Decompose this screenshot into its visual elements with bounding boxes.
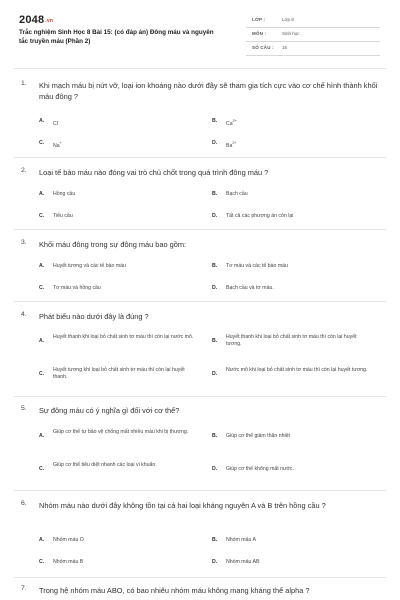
question-text: Loại tế bào máu nào đóng vai trò chủ chốt trong quá trình đông máu ? [39,168,269,177]
meta-value: 16 [282,45,288,50]
site-logo[interactable] [19,14,53,26]
question-number: 4. [21,311,27,318]
option-text: Nhóm máu O [53,537,84,543]
option-letter: A. [39,191,45,197]
option-letter: D. [212,285,218,291]
option-letter: C. [39,285,45,291]
option-text: Tơ máu và hồng cầu [53,285,101,291]
option-letter: B. [212,433,218,439]
option-sup: 2+ [232,141,237,145]
question-number: 7. [21,585,27,592]
option-letter: D. [212,466,218,472]
option-letter: B. [212,191,218,197]
option-letter: D. [212,559,218,565]
option-text: Nhóm máu A [226,537,256,543]
question-text: Khối máu đông trong sự đông máu bao gồm: [39,240,187,249]
option-text: Giúp cơ thể tiêu diệt nhanh các loại vi khuẩn. [53,462,157,468]
question-divider [14,490,386,491]
option-text: Huyết thanh khi loại bỏ chất sinh tơ máu thì còn lại huyết tương. [226,334,357,347]
meta-row-class [246,14,380,28]
option-letter: D. [212,140,218,146]
option-text [53,140,199,150]
meta-value: Lớp 8 [282,17,294,22]
question-text: Trong hệ nhóm máu ABO, có bao nhiêu nhóm máu không mang kháng thể alpha ? [39,586,310,595]
question-divider [14,157,386,158]
question-number: 1. [21,80,27,87]
header-divider [14,68,386,69]
option-letter: A. [39,263,45,269]
option-text: Giúp cơ thể không mất nước. [226,466,294,472]
option-sup: + [59,141,62,145]
question-text: Sự đông máu có ý nghĩa gì đối với cơ thể? [39,406,180,415]
option-letter: A. [39,433,45,439]
option-sup: 2+ [232,119,237,123]
option-text [53,118,199,128]
meta-label: SỐ CÂU : [252,45,274,50]
option-letter: A. [39,118,45,124]
option-sup: - [57,119,60,123]
question-divider [14,301,386,302]
option-text: Giúp cơ thể tự bảo vệ chống mất nhiều máu khi bị thương. [53,429,189,435]
question-number: 6. [21,500,27,507]
option-text [226,140,372,150]
meta-table [246,14,380,56]
meta-row-count [246,42,380,56]
option-text: Nhóm máu AB [226,559,260,565]
document-title: Trắc nghiệm Sinh Học 8 Bài 15: (có đáp án) Đông máu và nguyên tắc truyền máu (Phần 2) [19,29,214,45]
question-text: Nhóm máu nào dưới đây không tồn tại cả hai loại kháng nguyên A và B trên hồng cầu ? [39,501,326,510]
option-text: Hồng cầu [53,191,76,197]
question-number: 3. [21,239,27,246]
option-letter: C. [39,140,45,146]
meta-value: Sinh học [282,31,300,36]
option-letter: B. [212,537,218,543]
page-header [0,0,400,68]
option-letter: B. [212,338,218,344]
option-letter: C. [39,213,45,219]
option-text: Huyết tương và các tế bào máu [53,263,126,269]
meta-label: LỚP : [252,17,266,22]
option-text: Huyết tương khi loại bỏ chất sinh tơ máu thì còn lại huyết thanh. [53,367,185,380]
option-letter: C. [39,371,45,377]
option-base: Ba [226,143,233,149]
option-base: Ca [226,121,233,127]
option-base: Na [53,143,60,149]
option-text: Nhóm máu B [53,559,84,565]
option-text: Nước mô khi loại bỏ chất sinh tơ máu thì còn lại huyết tương. [226,367,368,373]
logo-suffix: .vn [45,18,54,24]
option-text: Tơ máu và các tế bào máu [226,263,288,269]
option-letter: A. [39,537,45,543]
option-text [226,118,372,128]
meta-row-subject [246,28,380,42]
meta-label: MÔN : [252,31,267,36]
option-letter: C. [39,559,45,565]
option-base: Cl [53,121,58,127]
question-number: 2. [21,167,27,174]
question-divider [14,396,386,397]
option-letter: B. [212,263,218,269]
option-letter: B. [212,118,218,124]
question-divider [14,577,386,578]
option-text: Giúp cơ thể giảm thân nhiệt [226,433,290,439]
logo-text: 2048 [19,14,45,26]
question-text: Khi mạch máu bị nứt vỡ, loại ion khoáng nào dưới đây sẽ tham gia tích cực vào cơ chế hình thành khối máu đông ? [39,81,378,101]
question-divider [14,229,386,230]
option-text: Huyết thanh khi loại bỏ chất sinh tơ máu thì còn lại nước mô. [53,334,194,340]
option-letter: C. [39,466,45,472]
option-text: Bạch cầu và tơ máu. [226,285,274,291]
option-text: Tiểu cầu [53,213,73,219]
option-text: Bạch cầu [226,191,248,197]
option-letter: A. [39,338,45,344]
option-letter: D. [212,213,218,219]
option-text: Tất cả các phương án còn lại [226,213,294,219]
option-letter: D. [212,371,218,377]
question-text: Phát biểu nào dưới đây là đúng ? [39,312,149,321]
question-number: 5. [21,405,27,412]
